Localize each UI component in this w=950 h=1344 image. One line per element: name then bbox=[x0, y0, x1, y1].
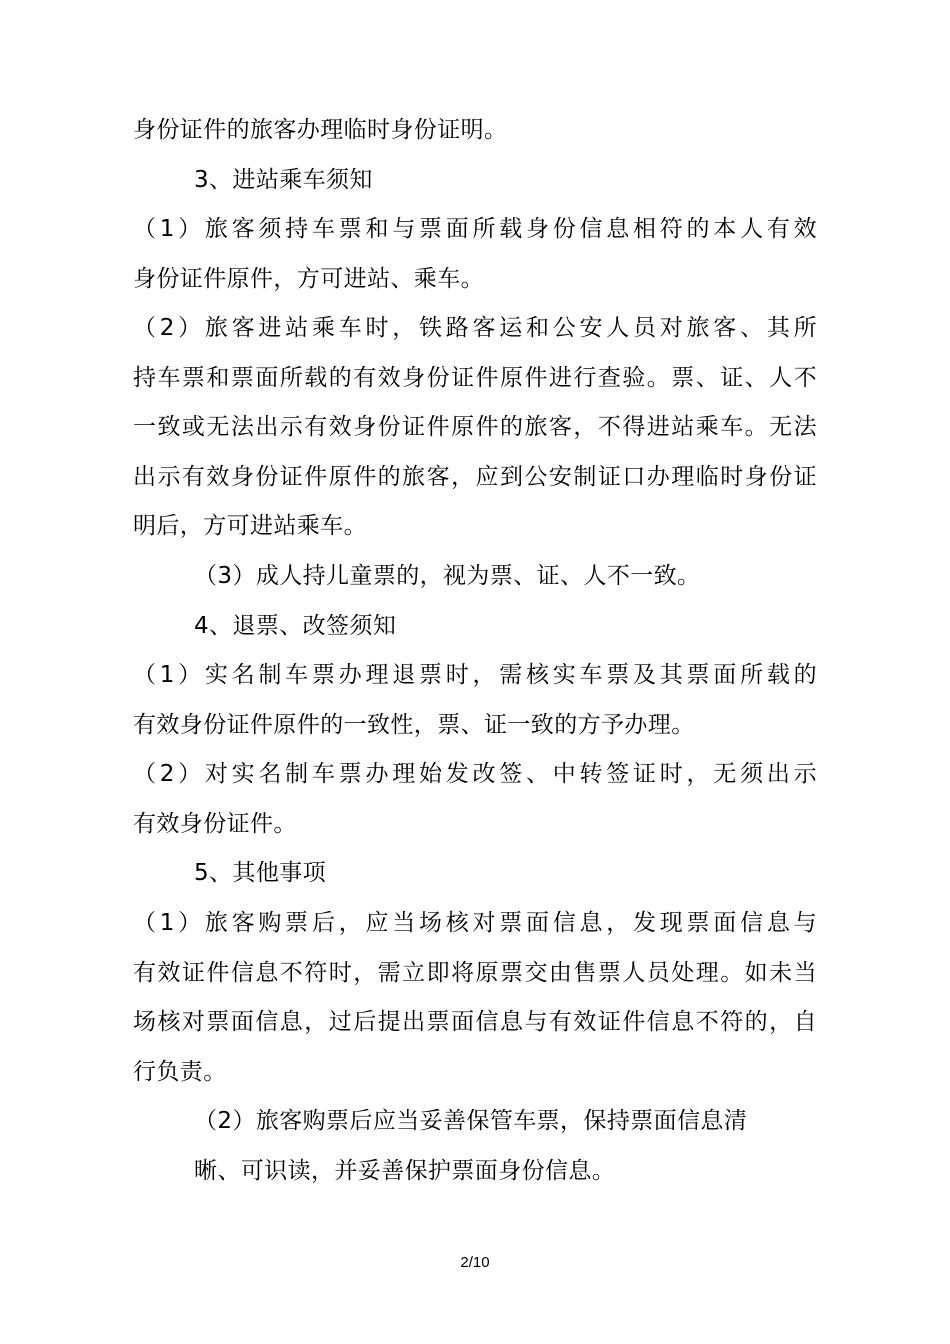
paragraph-line: 一致或无法出示有效身份证件原件的旅客，不得进站乘车。无法 bbox=[133, 414, 817, 440]
paragraph-line: （1）旅客须持车票和与票面所载身份信息相符的本人有效 bbox=[133, 216, 817, 242]
paragraph-line: 有效身份证件。 bbox=[133, 811, 297, 837]
paragraph-line: （1）旅客购票后，应当场核对票面信息，发现票面信息与 bbox=[133, 910, 817, 936]
paragraph-line: 行负责。 bbox=[133, 1059, 227, 1085]
paragraph-line: 身份证件的旅客办理临时身份证明。 bbox=[133, 117, 508, 143]
paragraph-line: 有效身份证件原件的一致性，票、证一致的方予办理。 bbox=[133, 712, 695, 738]
paragraph-line: （2）对实名制车票办理始发改签、中转签证时，无须出示 bbox=[133, 761, 817, 787]
section-heading: 3、进站乘车须知 bbox=[194, 167, 373, 193]
paragraph-line: （1）实名制车票办理退票时，需核实车票及其票面所载的 bbox=[133, 662, 817, 688]
paragraph-line: （2）旅客进站乘车时，铁路客运和公安人员对旅客、其所 bbox=[133, 315, 817, 341]
paragraph-line: 身份证件原件，方可进站、乘车。 bbox=[133, 266, 484, 292]
paragraph-line: 明后，方可进站乘车。 bbox=[133, 513, 367, 539]
paragraph-line: （2）旅客购票后应当妥善保管车票，保持票面信息清 bbox=[194, 1108, 748, 1134]
page-number: 2/10 bbox=[460, 1254, 490, 1271]
section-heading: 4、退票、改签须知 bbox=[194, 613, 397, 639]
paragraph-line: 有效证件信息不符时，需立即将原票交由售票人员处理。如未当 bbox=[133, 960, 817, 986]
paragraph-line: 出示有效身份证件原件的旅客，应到公安制证口办理临时身份证 bbox=[133, 464, 817, 490]
section-heading: 5、其他事项 bbox=[194, 860, 327, 886]
paragraph-line: （3）成人持儿童票的，视为票、证、人不一致。 bbox=[194, 563, 701, 589]
paragraph-line: 晰、可识读，并妥善保护票面身份信息。 bbox=[194, 1158, 616, 1184]
paragraph-line: 持车票和票面所载的有效身份证件原件进行查验。票、证、人不 bbox=[133, 365, 817, 391]
paragraph-line: 场核对票面信息，过后提出票面信息与有效证件信息不符的，自 bbox=[133, 1009, 817, 1035]
